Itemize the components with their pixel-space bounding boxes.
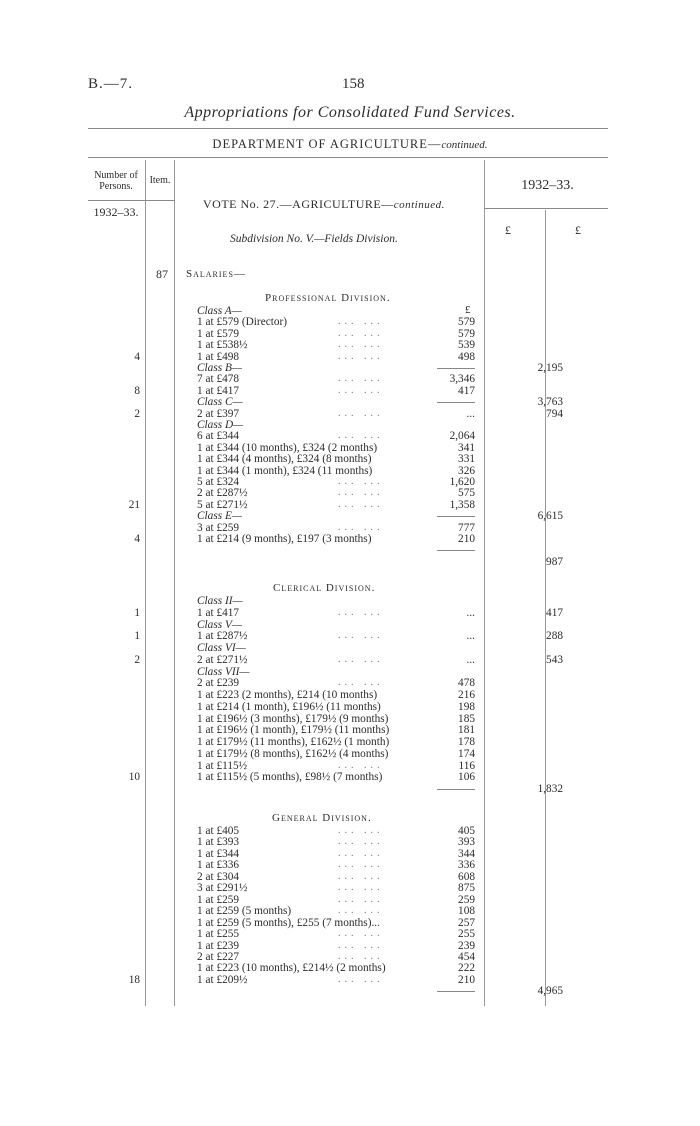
amount-value: 478 xyxy=(458,677,475,690)
leader-dots: ... ... xyxy=(338,950,384,962)
row-label: 1 at £255 xyxy=(197,928,240,941)
subtotal-value: 4,965 xyxy=(537,985,563,998)
header-rule-left xyxy=(88,200,175,201)
table-row xyxy=(0,985,700,997)
row-label: 1 at £405 xyxy=(197,825,240,837)
amount-value: 331 xyxy=(458,453,475,466)
row-label: 1 at £115½ (5 months), £98½ (7 months) xyxy=(197,771,383,784)
row-label: 2 at £287½ xyxy=(197,487,248,500)
class-label: Class II— xyxy=(197,595,243,607)
amount-value: 575 xyxy=(458,487,475,500)
table-row xyxy=(0,771,700,783)
table-row xyxy=(0,871,700,883)
leader-dots: ... ... xyxy=(338,653,384,665)
table-row xyxy=(0,385,700,397)
row-label: 1 at £209½ xyxy=(197,973,248,986)
amount-value: 498 xyxy=(458,350,475,363)
table-row xyxy=(0,362,700,374)
row-label: 1 at £344 xyxy=(197,847,240,860)
leader-dots: ... ... xyxy=(338,677,384,689)
page-number: 158 xyxy=(342,76,365,92)
column-header-item: Item. xyxy=(149,175,171,186)
table-row xyxy=(0,848,700,860)
amount-value: 2,064 xyxy=(449,430,475,443)
table-row xyxy=(0,419,700,431)
row-label: 1 at £336 xyxy=(197,859,240,872)
column-header-year-amounts: 1932–33. xyxy=(521,178,574,193)
table-row xyxy=(0,928,700,940)
table-row xyxy=(0,328,700,340)
class-label: Class C— xyxy=(197,396,243,409)
leader-dots: ... ... xyxy=(338,759,384,771)
amount-value: 875 xyxy=(458,882,475,895)
amount-value: ... xyxy=(466,606,475,619)
table-row xyxy=(0,689,700,701)
leader-dots: ... ... xyxy=(338,373,384,385)
subtotal-rule xyxy=(437,368,475,369)
leader-dots: ... ... xyxy=(338,476,384,487)
row-label: 5 at £271½ xyxy=(197,498,248,511)
subtotal-rule xyxy=(437,991,475,992)
leader-dots: ... ... xyxy=(338,928,384,940)
table-row xyxy=(0,595,700,607)
row-label: 1 at £579 (Director) xyxy=(197,316,288,329)
subtotal-value: 987 xyxy=(546,555,563,568)
row-label: 1 at £344 (1 month), £324 (11 months) xyxy=(197,464,373,477)
row-label: 1 at £344 (10 months), £324 (2 months) xyxy=(197,441,378,454)
row-label: 1 at £223 (10 months), £214½ (2 months) xyxy=(197,962,386,975)
table-row xyxy=(0,351,700,363)
row-label: 2 at £304 xyxy=(197,870,240,883)
table-row xyxy=(0,453,700,465)
class-label: Class B— xyxy=(197,362,242,374)
row-label: 1 at £579 xyxy=(197,327,240,340)
amount-value: 178 xyxy=(458,736,475,748)
table-row xyxy=(0,701,700,713)
row-label: 1 at £214 (1 month), £196½ (11 months) xyxy=(197,700,381,713)
row-label: 1 at £259 (5 months) xyxy=(197,905,292,918)
leader-dots: ... ... xyxy=(338,606,384,618)
subtotal-value: 288 xyxy=(546,630,563,643)
table-row xyxy=(0,642,700,654)
amount-value: 210 xyxy=(458,973,475,986)
amount-value: 106 xyxy=(458,771,475,784)
table-row xyxy=(0,607,700,619)
table-row xyxy=(0,748,700,760)
amount-value: 210 xyxy=(458,533,475,545)
leader-dots: ... ... xyxy=(338,882,384,894)
amount-value: 222 xyxy=(458,962,475,975)
subtotal-value: 794 xyxy=(546,407,563,420)
row-label: 2 at £397 xyxy=(197,407,240,420)
class-label: Class VII— xyxy=(197,665,250,678)
leader-dots: ... ... xyxy=(338,327,384,339)
row-label: 1 at £538½ xyxy=(197,339,248,352)
row-label: 1 at £344 (4 months), £324 (8 months) xyxy=(197,453,372,466)
row-label: 1 at £196½ (3 months), £179½ (9 months) xyxy=(197,712,389,725)
amount-value: 216 xyxy=(458,689,475,701)
table-row xyxy=(0,619,700,631)
table-row xyxy=(0,859,700,871)
leader-dots: ... ... xyxy=(338,893,384,905)
leader-dots: ... ... xyxy=(338,905,384,917)
leader-dots: ... ... xyxy=(338,973,384,985)
amount-value: 185 xyxy=(458,712,475,725)
amount-value: 1,358 xyxy=(449,498,475,511)
leader-dots: ... ... xyxy=(338,384,384,396)
row-label: 1 at £393 xyxy=(197,836,240,849)
leader-dots: ... ... xyxy=(338,350,384,362)
amount-value: 198 xyxy=(458,700,475,713)
amount-value: 239 xyxy=(458,939,475,952)
table-row xyxy=(0,510,700,522)
item-number: 87 xyxy=(156,267,168,281)
subtotal-value: 2,195 xyxy=(537,362,563,374)
table-row xyxy=(0,677,700,689)
amount-value: ... xyxy=(466,407,475,420)
table-row xyxy=(0,316,700,328)
class-label: Class V— xyxy=(197,618,242,631)
class-label: Class A— xyxy=(197,305,242,317)
amount-value: 116 xyxy=(458,759,475,772)
table-row xyxy=(0,962,700,974)
amount-value: 454 xyxy=(458,950,475,963)
leader-dots: ... ... xyxy=(338,498,384,510)
row-label: 3 at £259 xyxy=(197,521,240,534)
leader-dots: ... ... xyxy=(338,630,384,642)
table-row xyxy=(0,905,700,917)
persons-count: 21 xyxy=(128,498,140,511)
row-label: 1 at £498 xyxy=(197,350,240,363)
header-rule-right xyxy=(484,208,608,209)
table-row xyxy=(0,533,700,545)
amount-value: 608 xyxy=(458,870,475,883)
table-row xyxy=(0,760,700,772)
table-row xyxy=(0,339,700,351)
leader-dots: ... ... xyxy=(338,825,384,836)
leader-dots: ... ... xyxy=(338,836,384,848)
row-label: 2 at £227 xyxy=(197,950,240,963)
table-row xyxy=(0,894,700,906)
pound-header-1: £ xyxy=(505,223,511,237)
table-row xyxy=(0,974,700,986)
table-row xyxy=(0,724,700,736)
vote-label: VOTE No. 27.—AGRICULTURE— xyxy=(203,197,394,211)
table-row xyxy=(0,499,700,511)
table-row xyxy=(0,465,700,477)
leader-dots: ... ... xyxy=(338,859,384,871)
column-header-year-persons: 1932–33. xyxy=(93,205,139,219)
subtotal-value: 543 xyxy=(546,653,563,666)
row-label: 3 at £291½ xyxy=(197,882,248,895)
amount-value: 336 xyxy=(458,859,475,872)
amount-value: ... xyxy=(466,653,475,666)
table-row xyxy=(0,666,700,678)
table-top-rule xyxy=(88,157,608,158)
amount-value: 259 xyxy=(458,893,475,906)
amount-value: 579 xyxy=(458,327,475,340)
subtotal-value: 417 xyxy=(546,606,563,619)
amount-value: 255 xyxy=(458,928,475,941)
amount-value: 417 xyxy=(458,384,475,397)
table-row xyxy=(0,736,700,748)
row-label: 5 at £324 xyxy=(197,476,240,488)
table-row xyxy=(0,544,700,556)
amount-value: 393 xyxy=(458,836,475,849)
amount-value: 326 xyxy=(458,464,475,477)
table-row xyxy=(0,373,700,385)
table-row xyxy=(0,522,700,534)
subtotal-value: 1,832 xyxy=(537,783,563,795)
leader-dots: ... ... xyxy=(338,870,384,882)
table-row xyxy=(0,487,700,499)
column-header-persons: Number of Persons. xyxy=(94,170,138,192)
row-label: 1 at £417 xyxy=(197,606,240,619)
leader-dots: ... ... xyxy=(338,847,384,859)
table-row xyxy=(0,556,700,568)
amount-value: 344 xyxy=(458,847,475,860)
clerical-division-heading: Clerical Division. xyxy=(273,582,376,594)
persons-count: 10 xyxy=(128,771,140,784)
row-label: 7 at £478 xyxy=(197,373,240,386)
amount-value: ... xyxy=(466,630,475,643)
subtotal-value: 6,615 xyxy=(537,510,563,523)
table-row xyxy=(0,836,700,848)
persons-count: 1 xyxy=(134,630,140,643)
table-row xyxy=(0,630,700,642)
row-label: 2 at £239 xyxy=(197,677,240,690)
persons-count: 18 xyxy=(128,973,140,986)
document-reference: B.—7. xyxy=(88,76,134,92)
row-label: 1 at £179½ (8 months), £162½ (4 months) xyxy=(197,747,389,760)
vote-heading xyxy=(203,197,445,212)
department-heading xyxy=(0,137,700,152)
amount-value: 181 xyxy=(458,724,475,737)
subdivision-heading: Subdivision No. V.—Fields Division. xyxy=(230,233,398,245)
row-label: 2 at £271½ xyxy=(197,653,248,666)
amount-value: 405 xyxy=(458,825,475,837)
table-row xyxy=(0,783,700,795)
department-name: DEPARTMENT OF AGRICULTURE— xyxy=(212,137,442,151)
leader-dots: ... ... xyxy=(338,939,384,951)
amount-value: 1,620 xyxy=(449,476,475,488)
leader-dots: ... ... xyxy=(338,430,384,442)
persons-count: 4 xyxy=(134,350,140,363)
table-row xyxy=(0,430,700,442)
persons-count: 1 xyxy=(134,606,140,619)
class-label: Class VI— xyxy=(197,642,246,654)
persons-count: 8 xyxy=(134,384,140,397)
row-label: 1 at £214 (9 months), £197 (3 months) xyxy=(197,533,372,545)
department-continued: continued. xyxy=(441,139,488,151)
leader-dots: ... ... xyxy=(338,407,384,419)
row-label: 1 at £287½ xyxy=(197,630,248,643)
row-label: 1 at £223 (2 months), £214 (10 months) xyxy=(197,689,378,701)
pound-header-2: £ xyxy=(575,223,581,237)
table-row xyxy=(0,882,700,894)
amount-value: 777 xyxy=(458,521,475,534)
table-row xyxy=(0,654,700,666)
vote-continued: continued. xyxy=(393,199,445,211)
row-label: 6 at £344 xyxy=(197,430,240,443)
table-row xyxy=(0,305,700,317)
general-division-heading: General Division. xyxy=(272,812,372,824)
row-label: 1 at £115½ xyxy=(197,759,248,772)
subtotal-rule xyxy=(437,402,475,403)
pound-mark: £ xyxy=(465,304,471,316)
table-row xyxy=(0,442,700,454)
leader-dots: ... ... xyxy=(338,316,384,328)
leader-dots: ... ... xyxy=(338,487,384,499)
leader-dots: ... ... xyxy=(338,339,384,351)
table-row xyxy=(0,951,700,963)
table-row xyxy=(0,917,700,929)
subtotal-value: 3,763 xyxy=(537,396,563,409)
professional-division-heading: Professional Division. xyxy=(265,292,391,304)
row-label: 1 at £259 xyxy=(197,893,240,906)
subtotal-rule xyxy=(437,550,475,551)
page-title: Appropriations for Consolidated Fund Services. xyxy=(184,104,516,121)
table-row xyxy=(0,476,700,488)
class-label: Class E— xyxy=(197,510,242,523)
table-row xyxy=(0,940,700,952)
header-rule xyxy=(88,128,608,129)
amount-value: 108 xyxy=(458,905,475,918)
row-label: 1 at £196½ (1 month), £179½ (11 months) xyxy=(197,724,390,737)
salaries-heading: Salaries— xyxy=(186,268,246,280)
amount-value: 539 xyxy=(458,339,475,352)
subtotal-rule xyxy=(437,789,475,790)
row-label: 1 at £259 (5 months), £255 (7 months)... xyxy=(197,916,380,929)
leader-dots: ... ... xyxy=(338,521,384,533)
persons-count: 2 xyxy=(134,653,140,666)
class-label: Class D— xyxy=(197,419,244,431)
row-label: 1 at £239 xyxy=(197,939,240,952)
row-label: 1 at £179½ (11 months), £162½ (1 month) xyxy=(197,736,390,748)
table-row xyxy=(0,713,700,725)
amount-value: 257 xyxy=(458,916,475,929)
table-row xyxy=(0,408,700,420)
subtotal-rule xyxy=(437,516,475,517)
amount-value: 174 xyxy=(458,747,475,760)
table-row xyxy=(0,396,700,408)
amount-value: 579 xyxy=(458,316,475,329)
persons-count: 2 xyxy=(134,407,140,420)
row-label: 1 at £417 xyxy=(197,384,240,397)
amount-value: 3,346 xyxy=(449,373,475,386)
table-row xyxy=(0,825,700,837)
amount-value: 341 xyxy=(458,441,475,454)
persons-count: 4 xyxy=(134,533,140,545)
